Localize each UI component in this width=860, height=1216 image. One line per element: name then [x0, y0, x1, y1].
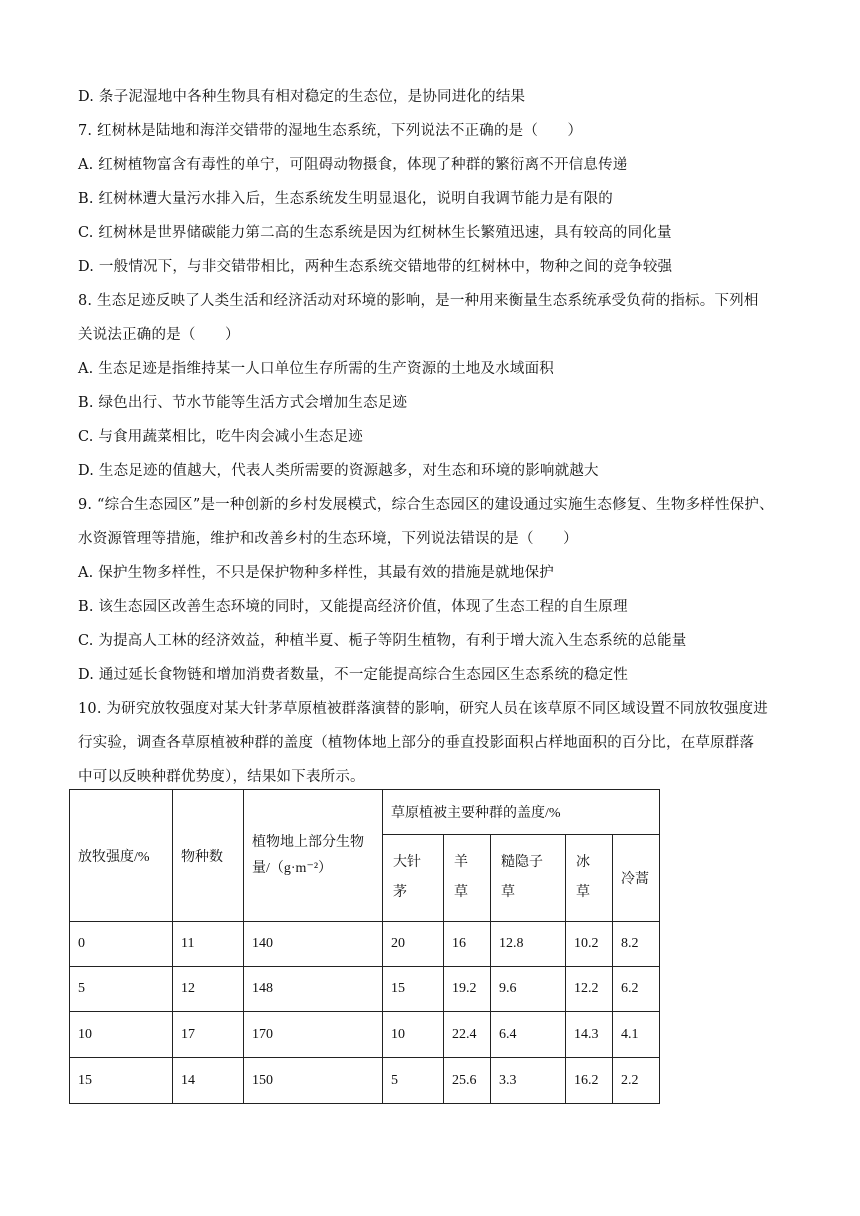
- cell-cover: 6.4: [491, 1012, 566, 1058]
- table-row: [70, 922, 660, 967]
- option-9d: D. 通过延长食物链和增加消费者数量，不一定能提高综合生态园区生态系统的稳定性: [78, 667, 629, 683]
- question-10-stem-line2: 行实验，调查各草原植被种群的盖度（植物体地上部分的垂直投影面积占样地面积的百分比，在草原群落: [78, 735, 755, 751]
- header-grazing-intensity: 放牧强度/%: [70, 790, 173, 922]
- cell-cover: 16: [444, 922, 491, 967]
- question-10-stem-line1: 10. 为研究放牧强度对某大针茅草原植被群落演替的影响，研究人员在该草原不同区域设置不同放牧强度进: [78, 701, 768, 717]
- table-row: [70, 967, 660, 1012]
- cell-cover: 22.4: [444, 1012, 491, 1058]
- cell-cover: 9.6: [491, 967, 566, 1012]
- cell-biomass: 150: [244, 1058, 383, 1104]
- option-8d: D. 生态足迹的值越大，代表人类所需要的资源越多，对生态和环境的影响就越大: [78, 463, 599, 479]
- cell-grazing: 5: [70, 967, 173, 1012]
- question-9-stem-line1: 9. “综合生态园区”是一种创新的乡村发展模式，综合生态园区的建设通过实施生态修复、生物多样性保护、: [78, 497, 774, 513]
- question-8-stem-line2: 关说法正确的是（ ）: [78, 327, 240, 343]
- table-row: [70, 1012, 660, 1058]
- table-header-row: [70, 790, 660, 835]
- cell-cover: 2.2: [613, 1058, 660, 1104]
- cell-species: 14: [173, 1058, 244, 1104]
- option-9c: C. 为提高人工林的经济效益，种植半夏、栀子等阴生植物，有利于增大流入生态系统的总能量: [78, 633, 687, 649]
- header-cover-stipa: 大针茅: [383, 835, 444, 922]
- header-cover-agropyron: 冰草: [566, 835, 613, 922]
- option-8a: A. 生态足迹是指维持某一人口单位生存所需的生产资源的土地及水域面积: [78, 361, 554, 377]
- cell-species: 12: [173, 967, 244, 1012]
- grazing-cover-table: [69, 789, 660, 1104]
- header-cover-artemisia: 冷蒿: [613, 835, 660, 922]
- cell-cover: 10: [383, 1012, 444, 1058]
- cell-cover: 4.1: [613, 1012, 660, 1058]
- cell-cover: 25.6: [444, 1058, 491, 1104]
- cell-cover: 15: [383, 967, 444, 1012]
- cell-species: 11: [173, 922, 244, 967]
- header-cover-cleistogenes: 糙隐子草: [491, 835, 566, 922]
- header-cover-leymus: 羊草: [444, 835, 491, 922]
- cell-cover: 3.3: [491, 1058, 566, 1104]
- cell-cover: 10.2: [566, 922, 613, 967]
- cell-cover: 12.2: [566, 967, 613, 1012]
- question-9-stem-line2: 水资源管理等措施，维护和改善乡村的生态环境，下列说法错误的是（ ）: [78, 531, 578, 547]
- cell-biomass: 140: [244, 922, 383, 967]
- option-8c: C. 与食用蔬菜相比，吃牛肉会减小生态足迹: [78, 429, 363, 445]
- cell-grazing: 15: [70, 1058, 173, 1104]
- question-7-stem: 7. 红树林是陆地和海洋交错带的湿地生态系统，下列说法不正确的是（ ）: [78, 123, 583, 139]
- table-row: [70, 1058, 660, 1104]
- cell-cover: 8.2: [613, 922, 660, 967]
- cell-cover: 16.2: [566, 1058, 613, 1104]
- cell-cover: 14.3: [566, 1012, 613, 1058]
- option-6d: D. 条子泥湿地中各种生物具有相对稳定的生态位，是协同进化的结果: [78, 89, 526, 105]
- cell-cover: 19.2: [444, 967, 491, 1012]
- cell-cover: 20: [383, 922, 444, 967]
- option-9a: A. 保护生物多样性，不只是保护物种多样性，其最有效的措施是就地保护: [78, 565, 554, 581]
- cell-biomass: 170: [244, 1012, 383, 1058]
- cell-grazing: 10: [70, 1012, 173, 1058]
- option-8b: B. 绿色出行、节水节能等生活方式会增加生态足迹: [78, 395, 408, 411]
- question-10-stem-line3: 中可以反映种群优势度），结果如下表所示。: [78, 769, 365, 785]
- cell-grazing: 0: [70, 922, 173, 967]
- option-7b: B. 红树林遭大量污水排入后，生态系统发生明显退化，说明自我调节能力是有限的: [78, 191, 613, 207]
- header-species-count: 物种数: [173, 790, 244, 922]
- cell-cover: 12.8: [491, 922, 566, 967]
- cell-cover: 5: [383, 1058, 444, 1104]
- option-7a: A. 红树植物富含有毒性的单宁，可阻碍动物摄食，体现了种群的繁衍离不开信息传递: [78, 157, 628, 173]
- header-cover-group: 草原植被主要种群的盖度/%: [383, 790, 660, 835]
- option-9b: B. 该生态园区改善生态环境的同时，又能提高经济价值，体现了生态工程的自生原理: [78, 599, 628, 615]
- cell-species: 17: [173, 1012, 244, 1058]
- cell-biomass: 148: [244, 967, 383, 1012]
- question-8-stem-line1: 8. 生态足迹反映了人类生活和经济活动对环境的影响，是一种用来衡量生态系统承受负荷的指标。下列相: [78, 293, 759, 309]
- option-7c: C. 红树林是世界储碳能力第二高的生态系统是因为红树林生长繁殖迅速，具有较高的同化量: [78, 225, 672, 241]
- header-biomass: 植物地上部分生物量/（g·m⁻²）: [244, 790, 383, 922]
- option-7d: D. 一般情况下，与非交错带相比，两种生态系统交错地带的红树林中，物种之间的竞争较强: [78, 259, 673, 275]
- cell-cover: 6.2: [613, 967, 660, 1012]
